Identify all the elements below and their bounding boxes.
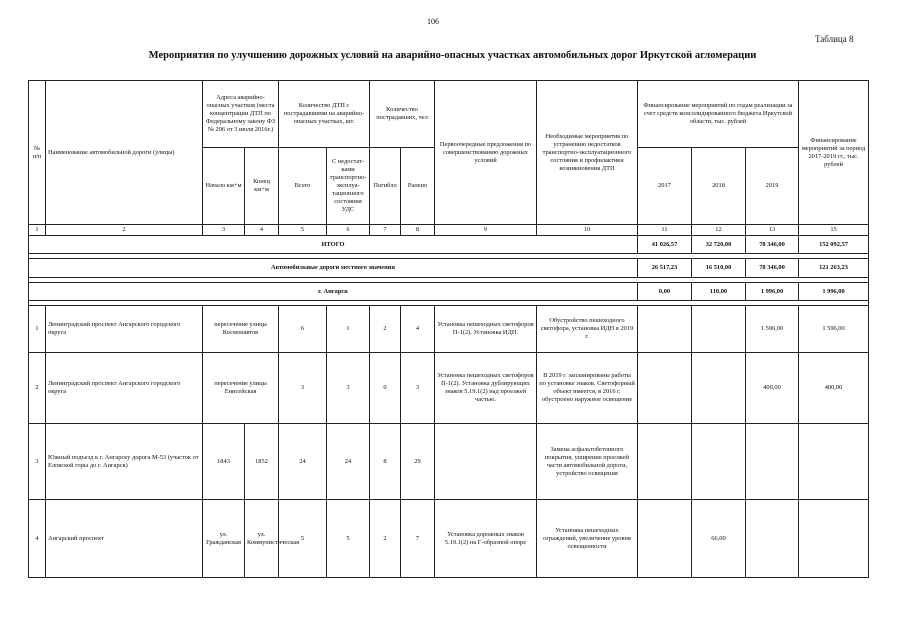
required-measures: В 2019 г. запланированы работы по установке знаков. Светофорный объект имеется, в 2016 г. обустроено наружное освещение [537, 353, 638, 424]
header-address: Адреса аварийно-опасных участков (места концентрации ДТП по Федеральному закону ФЗ № 296 от 3 июля 2016г.) [203, 81, 279, 148]
header-financing: Финансирование мероприятий по годам реализации за счет средств консолидированного бюджета Иркутской области, тыс. рублей [638, 81, 799, 148]
accidents-total: 3 [279, 353, 327, 424]
accidents-total: 6 [279, 306, 327, 353]
required-measures: Обустройство пешеходного светофора, установка ИДН в 2019 г. [537, 306, 638, 353]
header-period: Финансирование мероприятий за период 2017-2019 гг., тыс. рублей [799, 81, 869, 225]
column-numbers-row [29, 225, 869, 236]
table-row [29, 424, 869, 500]
local-roads-label: Автомобильные дороги местного значения [29, 259, 638, 278]
local-2017: 26 517,23 [638, 259, 692, 278]
road-name: Ленинградский проспект Ангарского городского округа [46, 306, 203, 353]
header-road: Наименование автомобильной дороги (улицы) [46, 81, 203, 225]
header-accidents: Количество ДТП с пострадавшими на аварийно-опасных участках, шт. [279, 81, 370, 148]
col-num: 13 [746, 225, 799, 236]
accidents-deficiencies: 1 [327, 306, 370, 353]
row-number: 3 [29, 424, 46, 500]
priority-proposals: Установка дорожных знаков 5.19.1(2) на Г-образной опоре [435, 500, 537, 578]
end-km: ул. Коммунистическая [245, 500, 279, 578]
row-number: 1 [29, 306, 46, 353]
financing-2019: 400,00 [746, 353, 799, 424]
document-title: Мероприятия по улучшению дорожных условий на аварийно-опасных участках автомобильных дорог Иркутской агломерации [148, 50, 757, 61]
header-2019: 2019 [746, 148, 799, 225]
financing-period [799, 424, 869, 500]
road-name: Ангарский проспект [46, 500, 203, 578]
injured: 29 [401, 424, 435, 500]
header-2018: 2018 [692, 148, 746, 225]
angarsk-total: 1 996,00 [799, 283, 869, 301]
col-num: 11 [638, 225, 692, 236]
header-start: Начало км+м [203, 148, 245, 225]
financing-2018 [692, 306, 746, 353]
itogo-label: ИТОГО [29, 236, 638, 254]
road-name: Южный подъезд к г. Ангарску дорога М-53 (участок от Еловской горы до г. Ангарск) [46, 424, 203, 500]
header-victims: Количество пострадавших, чел [370, 81, 435, 148]
required-measures: Замена асфальтобетонного покрытия, уширение проезжей части автомобильной дороги, устройство освещения [537, 424, 638, 500]
accidents-deficiencies: 3 [327, 353, 370, 424]
priority-proposals: Установка пешеходных светофоров П-1(2). Установка дублирующих знаков 5.19.1(2) над проезжей частью. [435, 353, 537, 424]
angarsk-label: г. Ангарск [29, 283, 638, 301]
row-number: 4 [29, 500, 46, 578]
header-priority: Первоочередные предложения по совершенствованию дорожных условий [435, 81, 537, 225]
col-num: 8 [401, 225, 435, 236]
killed: 2 [370, 306, 401, 353]
accidents-total: 24 [279, 424, 327, 500]
itogo-row [29, 236, 869, 254]
page-number: 106 [427, 17, 439, 26]
header-killed: Погибло [370, 148, 401, 225]
end-km: 1852 [245, 424, 279, 500]
table-row [29, 306, 869, 353]
row-number: 2 [29, 353, 46, 424]
local-2018: 16 510,00 [692, 259, 746, 278]
col-num: 10 [537, 225, 638, 236]
accidents-total: 5 [279, 500, 327, 578]
col-num: 15 [799, 225, 869, 236]
header-deficiencies: С недостат-ками транспортно-эксплуа-тационного состояния УДС [327, 148, 370, 225]
killed: 0 [370, 353, 401, 424]
financing-period [799, 500, 869, 578]
angarsk-2019: 1 996,00 [746, 283, 799, 301]
financing-period: 1 596,00 [799, 306, 869, 353]
accidents-deficiencies: 5 [327, 500, 370, 578]
col-num: 5 [279, 225, 327, 236]
required-measures: Установка пешеходных ограждений, увеличение уровня освещенности [537, 500, 638, 578]
itogo-2017: 41 026,57 [638, 236, 692, 254]
col-num: 2 [46, 225, 203, 236]
start-km: 1843 [203, 424, 245, 500]
col-num: 1 [29, 225, 46, 236]
financing-2017 [638, 424, 692, 500]
header-total: Всего [279, 148, 327, 225]
financing-2019 [746, 424, 799, 500]
injured: 4 [401, 306, 435, 353]
header-end: Конец км+м [245, 148, 279, 225]
financing-2017 [638, 500, 692, 578]
financing-2017 [638, 306, 692, 353]
local-2019: 78 346,00 [746, 259, 799, 278]
itogo-2019: 78 346,00 [746, 236, 799, 254]
killed: 8 [370, 424, 401, 500]
header-num: № п/п [29, 81, 46, 225]
header-injured: Ранено [401, 148, 435, 225]
col-num: 4 [245, 225, 279, 236]
header-measures: Необходимые мероприятия по устранению недостатков транспортно-эксплуатационного состояния и профилактики возникновения ДТП [537, 81, 638, 225]
table-label: Таблица 8 [815, 34, 854, 44]
start-km: ул. Гражданская [203, 500, 245, 578]
local-roads-row [29, 259, 869, 278]
header-row-1 [29, 81, 869, 148]
injured: 7 [401, 500, 435, 578]
measures-table [28, 80, 869, 578]
road-name: Ленинградский проспект Ангарского городского округа [46, 353, 203, 424]
table-row [29, 353, 869, 424]
col-num: 6 [327, 225, 370, 236]
col-num: 9 [435, 225, 537, 236]
killed: 2 [370, 500, 401, 578]
header-2017: 2017 [638, 148, 692, 225]
priority-proposals: Установка пешеходных светофоров П-1(2). Установка ИДН. [435, 306, 537, 353]
financing-2018 [692, 424, 746, 500]
angarsk-2018: 110,00 [692, 283, 746, 301]
address: пересечение улицы Космонавтов [203, 306, 279, 353]
financing-period: 400,00 [799, 353, 869, 424]
financing-2018: 66,00 [692, 500, 746, 578]
col-num: 3 [203, 225, 245, 236]
table-row [29, 500, 869, 578]
angarsk-row [29, 283, 869, 301]
col-num: 7 [370, 225, 401, 236]
injured: 3 [401, 353, 435, 424]
col-num: 12 [692, 225, 746, 236]
itogo-total: 152 092,57 [799, 236, 869, 254]
financing-2019 [746, 500, 799, 578]
financing-2018 [692, 353, 746, 424]
local-total: 121 263,23 [799, 259, 869, 278]
angarsk-2017: 0,00 [638, 283, 692, 301]
accidents-deficiencies: 24 [327, 424, 370, 500]
address: пересечение улицы Енисейская [203, 353, 279, 424]
priority-proposals [435, 424, 537, 500]
financing-2019: 1 596,00 [746, 306, 799, 353]
itogo-2018: 32 720,00 [692, 236, 746, 254]
financing-2017 [638, 353, 692, 424]
